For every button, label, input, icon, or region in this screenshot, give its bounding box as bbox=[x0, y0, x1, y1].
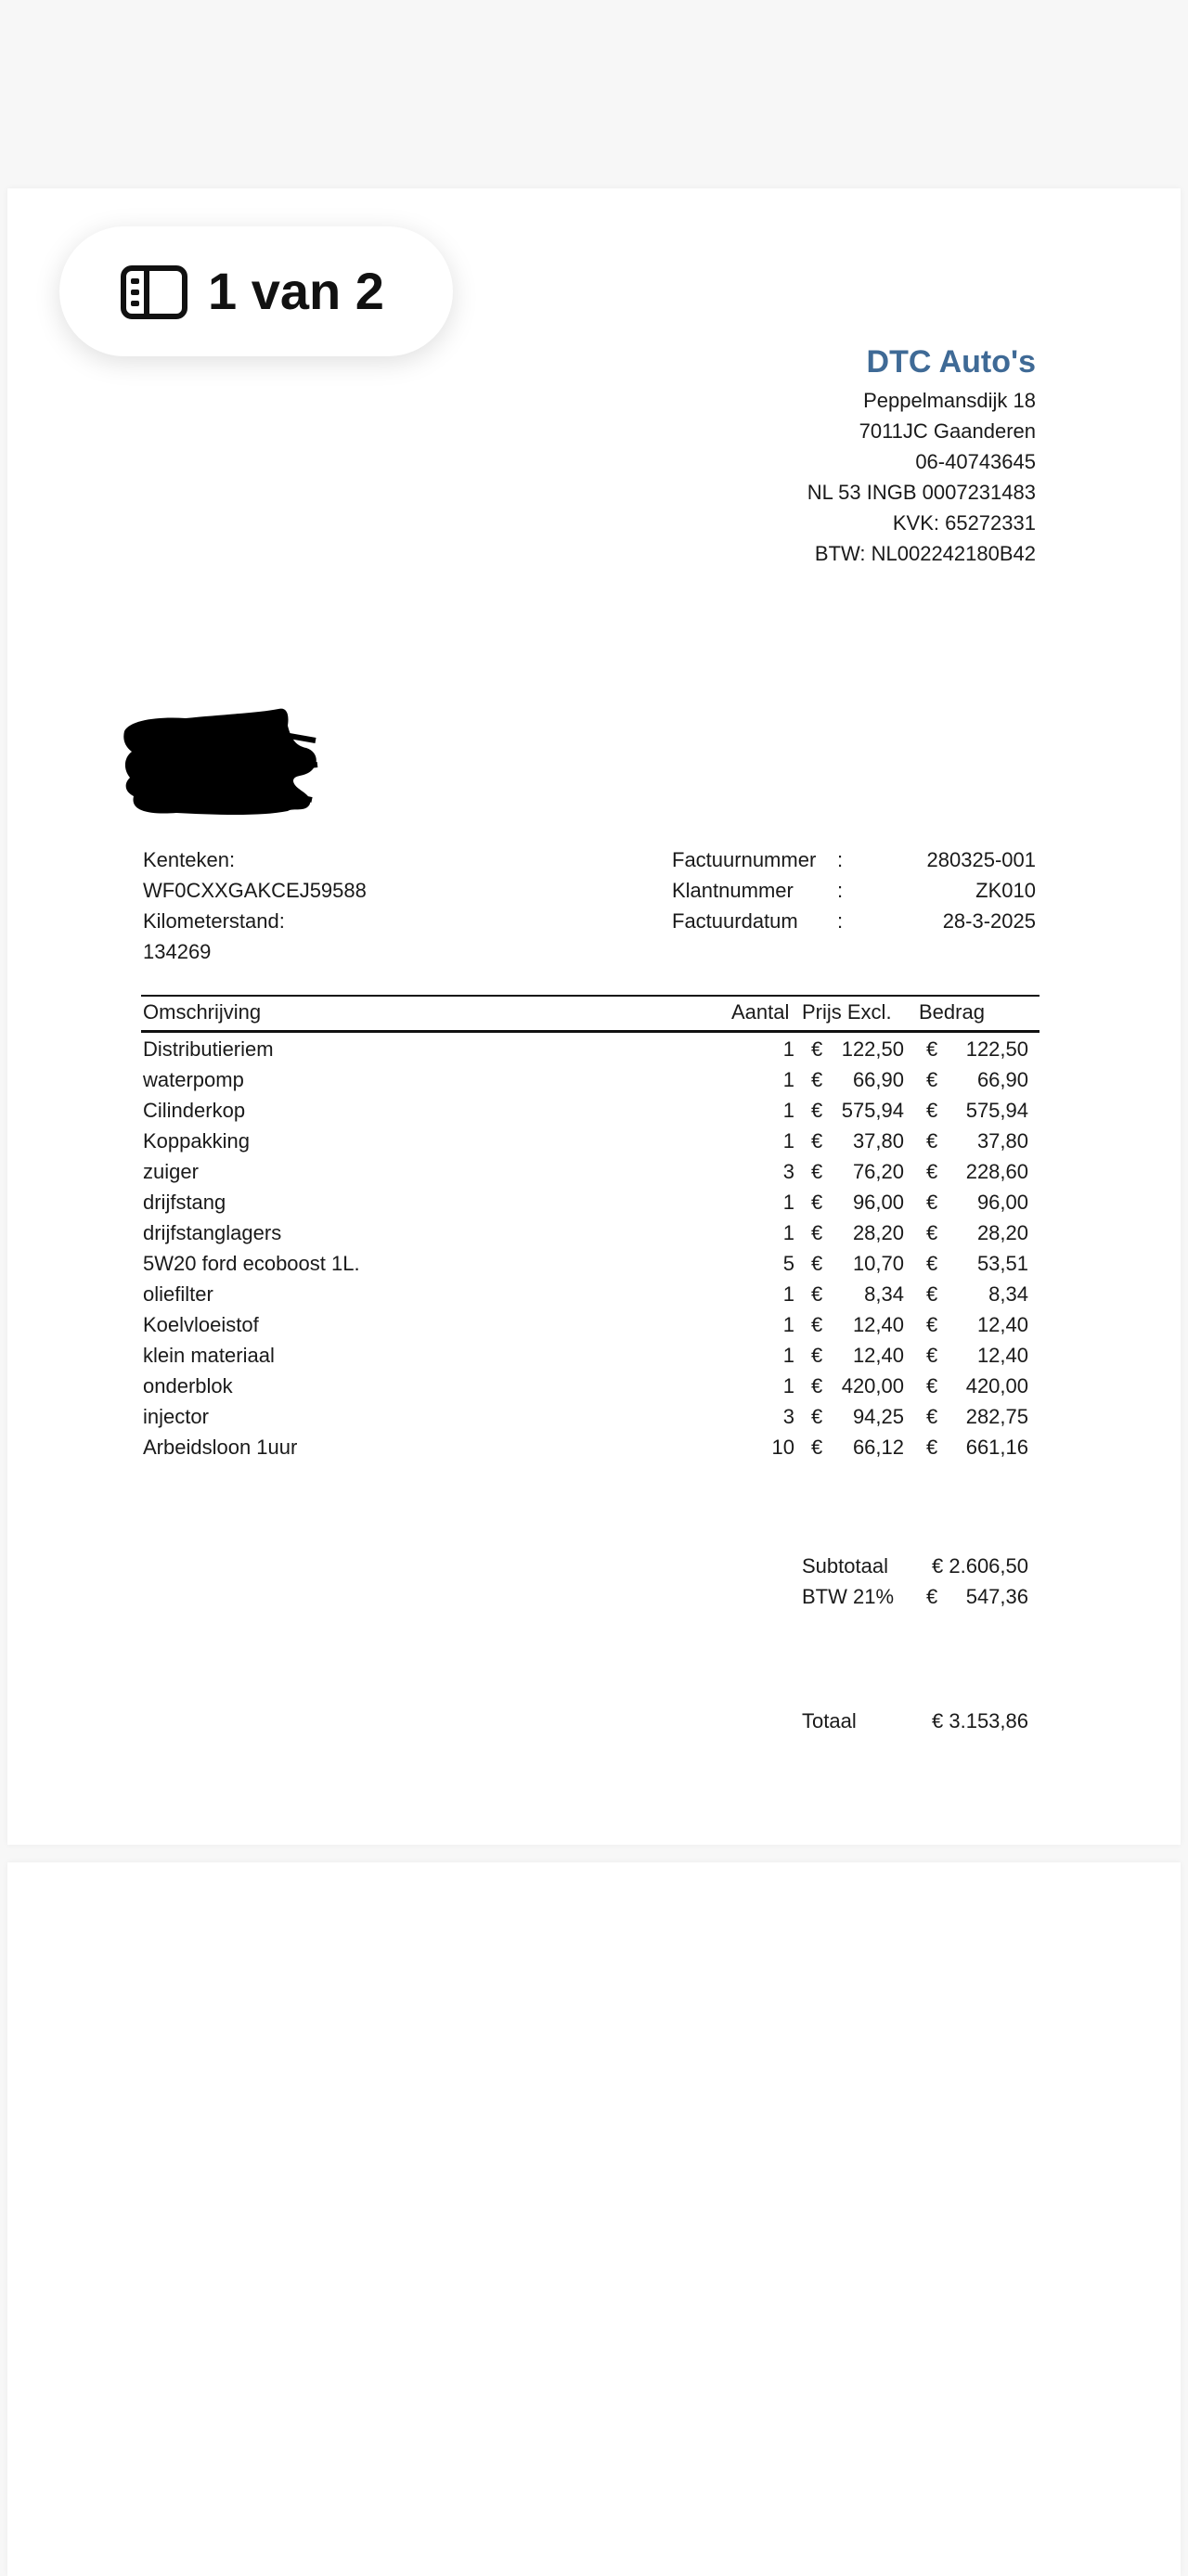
cell-aantal: 1 bbox=[782, 1129, 794, 1153]
cell-prijs: 12,40 bbox=[852, 1313, 904, 1336]
cell-omschrijving: drijfstanglagers bbox=[143, 1221, 282, 1244]
table-row bbox=[141, 1339, 1040, 1370]
cell-aantal: 1 bbox=[782, 1344, 794, 1367]
cell-aantal: 3 bbox=[782, 1405, 794, 1428]
company-kvk: KVK: 65272331 bbox=[892, 511, 1036, 535]
cell-bedrag: 228,60 bbox=[965, 1160, 1028, 1183]
cell-prijs-currency: € bbox=[811, 1374, 823, 1397]
cell-bedrag-currency: € bbox=[926, 1221, 938, 1244]
cell-aantal: 1 bbox=[782, 1037, 794, 1061]
cell-bedrag-currency: € bbox=[926, 1374, 938, 1397]
cell-bedrag: 12,40 bbox=[976, 1344, 1028, 1367]
cell-bedrag-currency: € bbox=[926, 1344, 938, 1367]
company-name: DTC Auto's bbox=[866, 344, 1036, 380]
kilometerstand-label: Kilometerstand: bbox=[143, 909, 285, 933]
sidebar-icon bbox=[121, 265, 187, 319]
cell-aantal: 1 bbox=[782, 1099, 794, 1122]
total-label: Totaal bbox=[802, 1709, 857, 1732]
total-value: € 3.153,86 bbox=[932, 1709, 1028, 1732]
cell-aantal: 10 bbox=[771, 1436, 794, 1459]
table-row bbox=[141, 1308, 1040, 1339]
company-phone: 06-40743645 bbox=[915, 450, 1036, 473]
cell-bedrag: 282,75 bbox=[965, 1405, 1028, 1428]
cell-prijs: 76,20 bbox=[852, 1160, 904, 1183]
invoice-page-2 bbox=[7, 1862, 1181, 2576]
cell-aantal: 3 bbox=[782, 1160, 794, 1183]
cell-bedrag: 8,34 bbox=[988, 1282, 1028, 1306]
cell-prijs: 10,70 bbox=[852, 1252, 904, 1275]
cell-prijs-currency: € bbox=[811, 1160, 823, 1183]
table-row bbox=[141, 1094, 1040, 1125]
table-row bbox=[141, 1247, 1040, 1278]
klantnummer-value: ZK010 bbox=[975, 879, 1036, 902]
company-iban: NL 53 INGB 0007231483 bbox=[807, 481, 1036, 504]
cell-bedrag: 96,00 bbox=[976, 1191, 1028, 1214]
vehicle-info bbox=[143, 844, 367, 967]
cell-aantal: 1 bbox=[782, 1068, 794, 1091]
cell-prijs-currency: € bbox=[811, 1068, 823, 1091]
cell-prijs-currency: € bbox=[811, 1221, 823, 1244]
invoice-meta-values bbox=[927, 844, 1036, 936]
redacted-address-block bbox=[121, 703, 321, 818]
page-indicator[interactable] bbox=[59, 226, 453, 356]
header-omschrijving: Omschrijving bbox=[143, 1000, 262, 1024]
cell-bedrag: 66,90 bbox=[976, 1068, 1028, 1091]
cell-prijs-currency: € bbox=[811, 1129, 823, 1153]
cell-prijs-currency: € bbox=[811, 1037, 823, 1061]
cell-bedrag-currency: € bbox=[926, 1037, 938, 1061]
cell-prijs-currency: € bbox=[811, 1252, 823, 1275]
colon: : bbox=[837, 909, 844, 933]
cell-prijs: 28,20 bbox=[852, 1221, 904, 1244]
cell-prijs: 8,34 bbox=[864, 1282, 904, 1306]
cell-bedrag-currency: € bbox=[926, 1068, 938, 1091]
invoice-meta-colons bbox=[837, 844, 843, 936]
cell-prijs: 96,00 bbox=[852, 1191, 904, 1214]
cell-prijs: 575,94 bbox=[841, 1099, 904, 1122]
cell-prijs: 66,12 bbox=[852, 1436, 904, 1459]
factuurdatum-value: 28-3-2025 bbox=[942, 909, 1036, 933]
cell-prijs: 12,40 bbox=[852, 1344, 904, 1367]
cell-aantal: 5 bbox=[782, 1252, 794, 1275]
subtotal-value: € 2.606,50 bbox=[932, 1554, 1028, 1578]
cell-bedrag-currency: € bbox=[926, 1160, 938, 1183]
cell-prijs-currency: € bbox=[811, 1282, 823, 1306]
cell-omschrijving: klein materiaal bbox=[143, 1344, 275, 1367]
cell-bedrag: 122,50 bbox=[965, 1037, 1028, 1061]
cell-bedrag: 28,20 bbox=[976, 1221, 1028, 1244]
invoice-meta-labels bbox=[672, 844, 816, 936]
cell-omschrijving: onderblok bbox=[143, 1374, 233, 1397]
cell-bedrag: 53,51 bbox=[976, 1252, 1028, 1275]
cell-omschrijving: Arbeidsloon 1uur bbox=[143, 1436, 298, 1459]
table-row bbox=[141, 1400, 1040, 1431]
table-row bbox=[141, 1278, 1040, 1308]
factuurdatum-label: Factuurdatum bbox=[672, 909, 798, 933]
cell-bedrag-currency: € bbox=[926, 1405, 938, 1428]
kenteken-label: Kenteken: bbox=[143, 848, 236, 871]
table-row bbox=[141, 1370, 1040, 1400]
cell-bedrag: 12,40 bbox=[976, 1313, 1028, 1336]
company-address: Peppelmansdijk 18 bbox=[863, 389, 1036, 412]
cell-aantal: 1 bbox=[782, 1374, 794, 1397]
factuurnummer-label: Factuurnummer bbox=[672, 848, 817, 871]
cell-omschrijving: Koppakking bbox=[143, 1129, 250, 1153]
kenteken-value: WF0CXXGAKCEJ59588 bbox=[143, 879, 367, 902]
colon: : bbox=[837, 879, 844, 902]
table-row bbox=[141, 1125, 1040, 1155]
cell-aantal: 1 bbox=[782, 1221, 794, 1244]
cell-prijs: 94,25 bbox=[852, 1405, 904, 1428]
page-indicator-label: 1 van 2 bbox=[208, 262, 384, 320]
subtotal-label: Subtotaal bbox=[802, 1554, 888, 1578]
table-row bbox=[141, 1431, 1040, 1462]
company-btw: BTW: NL002242180B42 bbox=[814, 542, 1036, 565]
cell-aantal: 1 bbox=[782, 1191, 794, 1214]
kilometerstand-value: 134269 bbox=[143, 940, 212, 963]
cell-omschrijving: oliefilter bbox=[143, 1282, 213, 1306]
company-postal-city: 7011JC Gaanderen bbox=[859, 419, 1036, 443]
table-row bbox=[141, 1033, 1040, 1063]
cell-bedrag: 420,00 bbox=[965, 1374, 1028, 1397]
header-prijs: Prijs Excl. bbox=[802, 1000, 892, 1024]
cell-omschrijving: drijfstang bbox=[143, 1191, 226, 1214]
company-details bbox=[807, 385, 1036, 569]
factuurnummer-value: 280325-001 bbox=[926, 848, 1036, 871]
klantnummer-label: Klantnummer bbox=[672, 879, 794, 902]
cell-bedrag-currency: € bbox=[926, 1191, 938, 1214]
cell-bedrag-currency: € bbox=[926, 1252, 938, 1275]
header-bedrag: Bedrag bbox=[919, 1000, 985, 1024]
cell-omschrijving: 5W20 ford ecoboost 1L. bbox=[143, 1252, 360, 1275]
table-row bbox=[141, 1217, 1040, 1247]
cell-omschrijving: Koelvloeistof bbox=[143, 1313, 259, 1336]
colon: : bbox=[837, 848, 844, 871]
cell-prijs-currency: € bbox=[811, 1436, 823, 1459]
cell-bedrag-currency: € bbox=[926, 1436, 938, 1459]
cell-omschrijving: injector bbox=[143, 1405, 209, 1428]
btw-currency: € bbox=[926, 1585, 938, 1608]
table-row bbox=[141, 1186, 1040, 1217]
btw-value: 547,36 bbox=[965, 1585, 1028, 1608]
line-items-table bbox=[141, 995, 1040, 1462]
cell-prijs-currency: € bbox=[811, 1191, 823, 1214]
table-row bbox=[141, 1063, 1040, 1094]
cell-prijs: 122,50 bbox=[841, 1037, 904, 1061]
cell-omschrijving: Distributieriem bbox=[143, 1037, 274, 1061]
cell-omschrijving: waterpomp bbox=[143, 1068, 244, 1091]
cell-prijs-currency: € bbox=[811, 1344, 823, 1367]
cell-bedrag-currency: € bbox=[926, 1129, 938, 1153]
cell-prijs-currency: € bbox=[811, 1405, 823, 1428]
cell-prijs: 37,80 bbox=[852, 1129, 904, 1153]
cell-prijs-currency: € bbox=[811, 1099, 823, 1122]
cell-bedrag-currency: € bbox=[926, 1313, 938, 1336]
cell-omschrijving: Cilinderkop bbox=[143, 1099, 246, 1122]
cell-prijs-currency: € bbox=[811, 1313, 823, 1336]
cell-bedrag-currency: € bbox=[926, 1282, 938, 1306]
cell-aantal: 1 bbox=[782, 1313, 794, 1336]
table-body bbox=[141, 1033, 1040, 1462]
cell-bedrag: 575,94 bbox=[965, 1099, 1028, 1122]
table-header bbox=[141, 995, 1040, 1033]
table-row bbox=[141, 1155, 1040, 1186]
cell-aantal: 1 bbox=[782, 1282, 794, 1306]
cell-omschrijving: zuiger bbox=[143, 1160, 199, 1183]
header-aantal: Aantal bbox=[731, 1000, 790, 1024]
cell-bedrag: 661,16 bbox=[965, 1436, 1028, 1459]
cell-bedrag: 37,80 bbox=[976, 1129, 1028, 1153]
cell-bedrag-currency: € bbox=[926, 1099, 938, 1122]
cell-prijs: 66,90 bbox=[852, 1068, 904, 1091]
cell-prijs: 420,00 bbox=[841, 1374, 904, 1397]
btw-label: BTW 21% bbox=[802, 1585, 895, 1608]
